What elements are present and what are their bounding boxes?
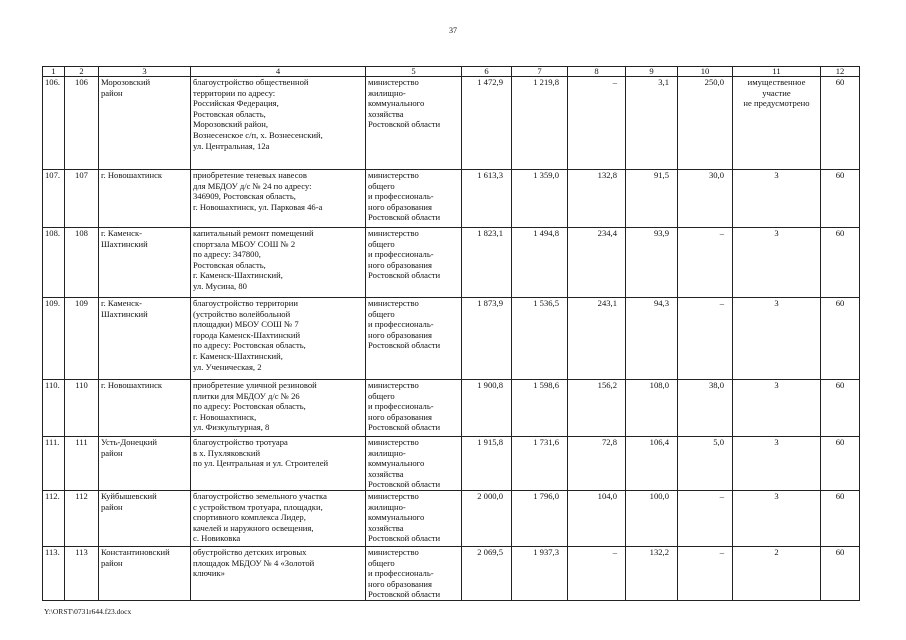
item-number: 110 xyxy=(65,380,99,437)
value-col12: 60 xyxy=(821,380,860,437)
value-col10: 30,0 xyxy=(678,170,733,228)
data-table xyxy=(42,66,860,601)
value-col6: 1 873,9 xyxy=(462,298,512,380)
row-number: 110. xyxy=(43,380,65,437)
value-col6: 1 823,1 xyxy=(462,228,512,298)
value-col8: 156,2 xyxy=(568,380,626,437)
municipality: г. Новошахтинск xyxy=(99,170,191,228)
value-col9: 106,4 xyxy=(626,437,678,491)
municipality: г. Каменск- Шахтинский xyxy=(99,298,191,380)
ministry: министерство жилищно- коммунального хозяйства Ростовской области xyxy=(366,77,462,170)
municipality: Куйбышевский район xyxy=(99,491,191,547)
project-description: обустройство детских игровых площадок МБДОУ № 4 «Золотой ключик» xyxy=(191,547,366,601)
column-header-3: 3 xyxy=(99,67,191,77)
row-number: 106. xyxy=(43,77,65,170)
row-number: 107. xyxy=(43,170,65,228)
table-row xyxy=(43,298,860,380)
municipality: г. Каменск- Шахтинский xyxy=(99,228,191,298)
value-col7: 1 359,0 xyxy=(512,170,568,228)
item-number: 109 xyxy=(65,298,99,380)
column-header-12: 12 xyxy=(821,67,860,77)
ministry: министерство жилищно- коммунального хозяйства Ростовской области xyxy=(366,437,462,491)
value-col12: 60 xyxy=(821,491,860,547)
ministry: министерство общего и профессиональ- ного образования Ростовской области xyxy=(366,228,462,298)
table-row xyxy=(43,170,860,228)
column-header-4: 4 xyxy=(191,67,366,77)
value-col12: 60 xyxy=(821,228,860,298)
value-col10: – xyxy=(678,491,733,547)
value-col7: 1 731,6 xyxy=(512,437,568,491)
table-row xyxy=(43,228,860,298)
value-col11: 3 xyxy=(733,437,821,491)
project-description: благоустройство территории (устройство волейбольной площадки) МБОУ СОШ № 7 города Каменск-Шахтинский по адресу: Ростовская область, г. Каменск-Шахтинский, ул. Ученическая, 2 xyxy=(191,298,366,380)
value-col6: 1 613,3 xyxy=(462,170,512,228)
column-header-2: 2 xyxy=(65,67,99,77)
row-number: 113. xyxy=(43,547,65,601)
value-col10: 5,0 xyxy=(678,437,733,491)
value-col9: 93,9 xyxy=(626,228,678,298)
column-header-10: 10 xyxy=(678,67,733,77)
value-col6: 2 000,0 xyxy=(462,491,512,547)
value-col11: 3 xyxy=(733,228,821,298)
ministry: министерство общего и профессиональ- ного образования Ростовской области xyxy=(366,298,462,380)
value-col6: 1 915,8 xyxy=(462,437,512,491)
value-col7: 1 937,3 xyxy=(512,547,568,601)
value-col8: 104,0 xyxy=(568,491,626,547)
project-description: благоустройство земельного участка с устройством тротуара, площадки, спортивного комплекса Лидер, качелей и наружного освещения, с. Новиковка xyxy=(191,491,366,547)
item-number: 112 xyxy=(65,491,99,547)
value-col12: 60 xyxy=(821,170,860,228)
column-header-1: 1 xyxy=(43,67,65,77)
value-col11: 3 xyxy=(733,380,821,437)
value-col11: 2 xyxy=(733,547,821,601)
table-row xyxy=(43,77,860,170)
header-row xyxy=(43,67,860,77)
value-col8: – xyxy=(568,77,626,170)
ministry: министерство общего и профессиональ- ного образования Ростовской области xyxy=(366,380,462,437)
value-col8: 234,4 xyxy=(568,228,626,298)
value-col10: 250,0 xyxy=(678,77,733,170)
ministry: министерство общего и профессиональ- ного образования Ростовской области xyxy=(366,170,462,228)
column-header-7: 7 xyxy=(512,67,568,77)
footer-filepath: Y:\ORST\0731r644.f23.docx xyxy=(44,607,132,616)
value-col9: 132,2 xyxy=(626,547,678,601)
municipality: г. Новошахтинск xyxy=(99,380,191,437)
municipality: Усть-Донецкий район xyxy=(99,437,191,491)
value-col12: 60 xyxy=(821,437,860,491)
value-col9: 3,1 xyxy=(626,77,678,170)
municipality: Морозовский район xyxy=(99,77,191,170)
item-number: 113 xyxy=(65,547,99,601)
value-col7: 1 219,8 xyxy=(512,77,568,170)
value-col9: 94,3 xyxy=(626,298,678,380)
table-row xyxy=(43,547,860,601)
column-header-11: 11 xyxy=(733,67,821,77)
item-number: 111 xyxy=(65,437,99,491)
ministry: министерство общего и профессиональ- ного образования Ростовской области xyxy=(366,547,462,601)
project-description: капитальный ремонт помещений спортзала МБОУ СОШ № 2 по адресу: 347800, Ростовская область, г. Каменск-Шахтинский, ул. Мусина, 80 xyxy=(191,228,366,298)
project-description: приобретение теневых навесов для МБДОУ д/с № 24 по адресу: 346909, Ростовская область, г. Новошахтинск, ул. Парковая 46-а xyxy=(191,170,366,228)
value-col8: 72,8 xyxy=(568,437,626,491)
ministry: министерство жилищно- коммунального хозяйства Ростовской области xyxy=(366,491,462,547)
row-number: 111. xyxy=(43,437,65,491)
value-col8: 243,1 xyxy=(568,298,626,380)
column-header-9: 9 xyxy=(626,67,678,77)
value-col7: 1 494,8 xyxy=(512,228,568,298)
value-col7: 1 796,0 xyxy=(512,491,568,547)
project-description: благоустройство общественной территории по адресу: Российская Федерация, Ростовская область, Морозовский район, Вознесенское с/п, х. Вознесенский, ул. Центральная, 12а xyxy=(191,77,366,170)
project-description: благоустройство тротуара в х. Пухляковский по ул. Центральная и ул. Строителей xyxy=(191,437,366,491)
value-col6: 1 900,8 xyxy=(462,380,512,437)
row-number: 112. xyxy=(43,491,65,547)
item-number: 106 xyxy=(65,77,99,170)
item-number: 108 xyxy=(65,228,99,298)
value-col11: 3 xyxy=(733,170,821,228)
value-col11: 3 xyxy=(733,491,821,547)
row-number: 108. xyxy=(43,228,65,298)
value-col12: 60 xyxy=(821,77,860,170)
value-col11: 3 xyxy=(733,298,821,380)
value-col11: имущественное участие не предусмотрено xyxy=(733,77,821,170)
value-col7: 1 536,5 xyxy=(512,298,568,380)
project-description: приобретение уличной резиновой плитки для МБДОУ д/с № 26 по адресу: Ростовская область, г. Новошахтинск, ул. Физкультурная, 8 xyxy=(191,380,366,437)
value-col6: 2 069,5 xyxy=(462,547,512,601)
column-header-6: 6 xyxy=(462,67,512,77)
value-col8: – xyxy=(568,547,626,601)
value-col10: 38,0 xyxy=(678,380,733,437)
row-number: 109. xyxy=(43,298,65,380)
value-col9: 108,0 xyxy=(626,380,678,437)
table-row xyxy=(43,491,860,547)
value-col12: 60 xyxy=(821,547,860,601)
value-col10: – xyxy=(678,547,733,601)
value-col9: 91,5 xyxy=(626,170,678,228)
page-number: 37 xyxy=(449,26,457,35)
item-number: 107 xyxy=(65,170,99,228)
value-col10: – xyxy=(678,228,733,298)
column-header-5: 5 xyxy=(366,67,462,77)
value-col8: 132,8 xyxy=(568,170,626,228)
value-col9: 100,0 xyxy=(626,491,678,547)
value-col10: – xyxy=(678,298,733,380)
municipality: Константиновский район xyxy=(99,547,191,601)
value-col12: 60 xyxy=(821,298,860,380)
table-row xyxy=(43,380,860,437)
value-col7: 1 598,6 xyxy=(512,380,568,437)
table-row xyxy=(43,437,860,491)
value-col6: 1 472,9 xyxy=(462,77,512,170)
column-header-8: 8 xyxy=(568,67,626,77)
